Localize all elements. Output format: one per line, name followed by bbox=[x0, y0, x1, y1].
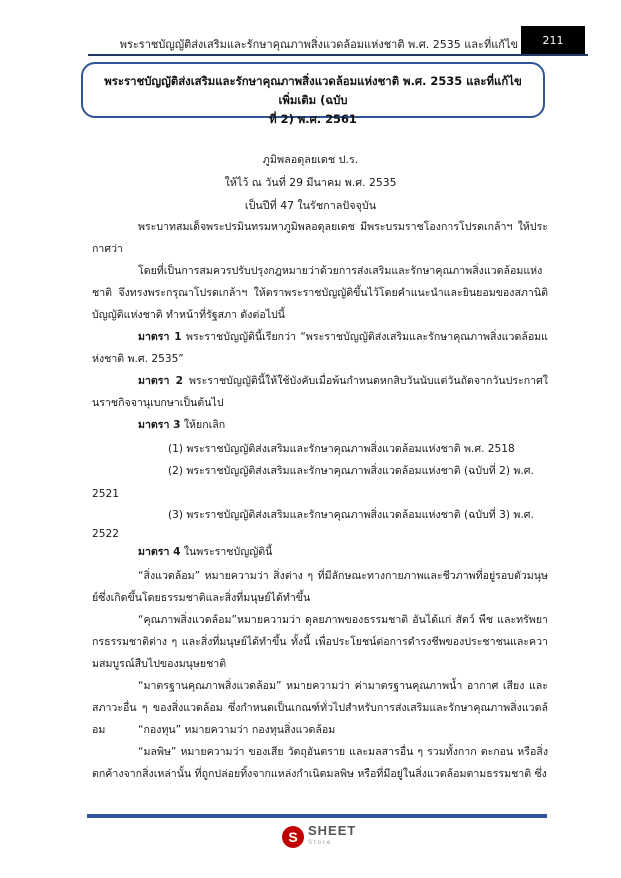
section-3-text: ให้ยกเลิก bbox=[180, 419, 226, 431]
section-1-text: พระราชบัญญัตินี้เรียกว่า “พระราชบัญญัติส่งเสริมและรักษาคุณภาพสิ่งแวดล้อมแห่งชาติ พ.ศ. 2535” bbox=[92, 331, 548, 365]
definition-quality-standard: “มาตรฐานคุณภาพสิ่งแวดล้อม” หมายความว่า ค่ามาตรฐานคุณภาพน้ำ อากาศ เสียง และสภาวะอื่น ๆ ของสิ่งแวดล้อม ซึ่งกำหนดเป็นเกณฑ์ทั่วไปสำหรับการส่งเสริมและรักษาคุณภาพสิ่งแวดล้อม bbox=[92, 680, 548, 736]
running-header: พระราชบัญญัติส่งเสริมและรักษาคุณภาพสิ่งแวดล้อมแห่งชาติ พ.ศ. 2535 และที่แก้ไข bbox=[119, 38, 518, 51]
section-2-label: มาตรา 2 bbox=[138, 375, 184, 387]
title-line-1: พระราชบัญญัติส่งเสริมและรักษาคุณภาพสิ่งแวดล้อมแห่งชาติ พ.ศ. 2535 และที่แก้ไขเพิ่มเติม (ฉบับ bbox=[104, 74, 522, 107]
reign-year: เป็นปีที่ 47 ในรัชกาลปัจจุบัน bbox=[244, 199, 377, 212]
section-3 bbox=[92, 414, 548, 436]
repeal-item-2-year: 2521 bbox=[92, 488, 119, 500]
section-2 bbox=[92, 370, 548, 414]
royal-proclamation: พระบาทสมเด็จพระปรมินทรมหาภูมิพลอดุลยเดช มีพระบรมราชโองการโปรดเกล้าฯ ให้ประกาศว่า bbox=[92, 221, 548, 255]
section-4-text: ในพระราชบัญญัตินี้ bbox=[180, 546, 273, 558]
king-name: ภูมิพลอดุลยเดช ป.ร. bbox=[262, 153, 359, 166]
definition-pollution: “มลพิษ” หมายความว่า ของเสีย วัตถุอันตราย และมลสารอื่น ๆ รวมทั้งกาก ตะกอน หรือสิ่งตกค้างจากสิ่งเหล่านั้น ที่ถูกปล่อยทิ้งจากแหล่งกำเนิดมลพิษ หรือที่มีอยู่ในสิ่งแวดล้อมตามธรรมชาติ ซึ่ง bbox=[92, 746, 548, 780]
section-4-label: มาตรา 4 bbox=[138, 546, 181, 558]
definition-environment: “สิ่งแวดล้อม” หมายความว่า สิ่งต่าง ๆ ที่มีลักษณะทางกายภาพและชีวภาพที่อยู่รอบตัวมนุษย์ซึ่งเกิดขึ้นโดยธรรมชาติและสิ่งที่มนุษย์ได้ทำขึ้น bbox=[92, 570, 548, 604]
document-title-box bbox=[81, 62, 545, 126]
sheet-store-logo bbox=[282, 823, 356, 851]
page-number: 211 bbox=[521, 26, 585, 56]
section-1 bbox=[92, 326, 548, 370]
preamble-paragraph: โดยที่เป็นการสมควรปรับปรุงกฎหมายว่าด้วยการส่งเสริมและรักษาคุณภาพสิ่งแวดล้อมแห่งชาติ จึงทรงพระกรุณาโปรดเกล้าฯ ให้ตราพระราชบัญญัติขึ้นไว้โดยคำแนะนำและยินยอมของสภานิติบัญญัติแห่งชาติ ทำหน้าที่รัฐสภา ดังต่อไปนี้ bbox=[92, 265, 548, 321]
logo-icon: S bbox=[282, 826, 304, 848]
logo-text: SHEET bbox=[308, 823, 357, 838]
section-1-label: มาตรา 1 bbox=[138, 331, 182, 343]
footer-divider bbox=[87, 814, 547, 818]
logo-subtext: Store bbox=[308, 840, 333, 846]
section-2-text: พระราชบัญญัตินี้ให้ใช้บังคับเมื่อพ้นกำหนดหกสิบวันนับแต่วันถัดจากวันประกาศในราชกิจจานุเบกษาเป็นต้นไป bbox=[92, 375, 548, 409]
repeal-item-3: (3) พระราชบัญญัติส่งเสริมและรักษาคุณภาพสิ่งแวดล้อมแห่งชาติ (ฉบับที่ 3) พ.ศ. bbox=[168, 509, 534, 521]
definition-fund: “กองทุน” หมายความว่า กองทุนสิ่งแวดล้อม bbox=[138, 724, 336, 736]
repeal-item-2: (2) พระราชบัญญัติส่งเสริมและรักษาคุณภาพสิ่งแวดล้อมแห่งชาติ (ฉบับที่ 2) พ.ศ. bbox=[168, 465, 534, 477]
section-3-label: มาตรา 3 bbox=[138, 419, 181, 431]
given-date: ให้ไว้ ณ วันที่ 29 มีนาคม พ.ศ. 2535 bbox=[224, 176, 397, 189]
title-line-2: ที่ 2) พ.ศ. 2561 bbox=[269, 112, 357, 126]
header-divider bbox=[88, 54, 588, 56]
section-4 bbox=[92, 541, 548, 563]
definition-environmental-quality: “คุณภาพสิ่งแวดล้อม”หมายความว่า ดุลยภาพของธรรมชาติ อันได้แก่ สัตว์ พืช และทรัพยากรธรรมชาติต่าง ๆ และสิ่งที่มนุษย์ได้ทำขึ้น ทั้งนี้ เพื่อประโยชน์ต่อการดำรงชีพของประชาชนและความสมบูรณ์สืบไปของมนุษยชาติ bbox=[92, 614, 548, 670]
repeal-item-1: (1) พระราชบัญญัติส่งเสริมและรักษาคุณภาพสิ่งแวดล้อมแห่งชาติ พ.ศ. 2518 bbox=[168, 443, 515, 455]
repeal-item-3-year: 2522 bbox=[92, 528, 119, 540]
